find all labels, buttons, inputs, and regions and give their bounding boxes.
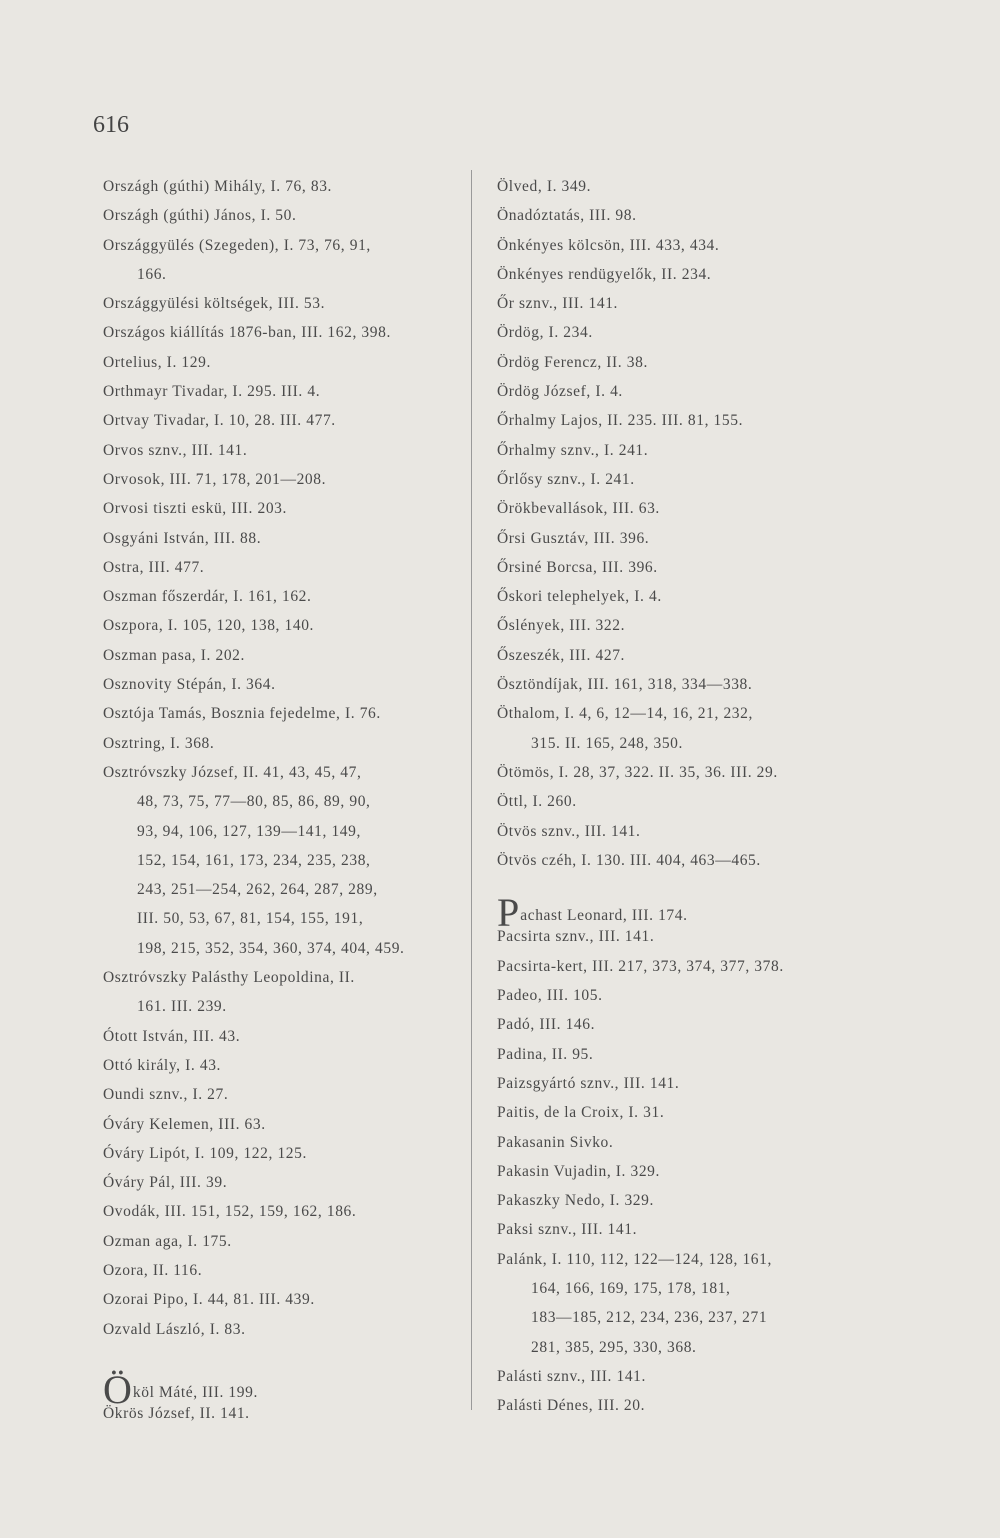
section-o-umlaut (103, 1366, 463, 1429)
index-entry: Pacsirta sznv., III. 141. (497, 928, 655, 946)
index-entry: Osztring, I. 368. (103, 734, 215, 752)
index-entry: Orvos sznv., III. 141. (103, 441, 248, 459)
index-entry: Őrhalmy sznv., I. 241. (497, 441, 649, 459)
index-entry: Padina, II. 95. (497, 1045, 594, 1063)
index-entry: Ótott István, III. 43. (103, 1027, 241, 1045)
index-entry: Őszeszék, III. 427. (497, 646, 626, 664)
index-entry: Őrlősy sznv., I. 241. (497, 470, 635, 488)
index-entry: Őrsi Gusztáv, III. 396. (497, 529, 650, 547)
index-entry: Ördög Ferencz, II. 38. (497, 353, 648, 371)
index-entry: Önkényes kölcsön, III. 433, 434. (497, 236, 720, 254)
index-entry-continuation: 243, 251—254, 262, 264, 287, 289, (137, 881, 378, 899)
index-entry: Önkényes rendügyelők, II. 234. (497, 265, 712, 283)
right-entries (497, 172, 867, 875)
index-entry: Orvosi tiszti eskü, III. 203. (103, 500, 288, 518)
index-entry: Orthmayr Tivadar, I. 295. III. 4. (103, 383, 321, 401)
index-entry: Országh (gúthi) Mihály, I. 76, 83. (103, 178, 333, 195)
index-entry: Paitis, de la Croix, I. 31. (497, 1104, 665, 1122)
index-entry-continuation: 281, 385, 295, 330, 368. (531, 1338, 697, 1356)
index-entry: Padeo, III. 105. (497, 987, 603, 1005)
index-entry: Ördög József, I. 4. (497, 383, 623, 401)
index-entry-continuation: 161. III. 239. (137, 998, 227, 1016)
left-entries (103, 172, 463, 1344)
index-entry: Öthalom, I. 4, 6, 12—14, 16, 21, 232, (497, 705, 753, 723)
index-entry: Ötvös sznv., III. 141. (497, 822, 641, 840)
index-entry: Országgyülési költségek, III. 53. (103, 295, 326, 313)
index-entry-continuation: 183—185, 212, 234, 236, 237, 271 (531, 1309, 768, 1327)
index-entry: Ölved, I. 349. (497, 178, 592, 195)
index-entry: Óváry Kelemen, III. 63. (103, 1115, 266, 1133)
index-entry: Országgyülés (Szegeden), I. 73, 76, 91, (103, 236, 371, 254)
index-entry: Országos kiállítás 1876-ban, III. 162, 398. (103, 324, 391, 342)
index-entry: Palásti sznv., III. 141. (497, 1367, 646, 1385)
index-entry: Ortelius, I. 129. (103, 353, 211, 371)
index-entry-continuation: 166. (137, 265, 167, 283)
index-entry: Oundi sznv., I. 27. (103, 1086, 229, 1104)
index-entry: Óváry Lipót, I. 109, 122, 125. (103, 1144, 307, 1162)
index-entry-continuation: 48, 73, 75, 77—80, 85, 86, 89, 90, (137, 793, 371, 811)
index-entry: Óváry Pál, III. 39. (103, 1174, 228, 1192)
index-entry: Őskori telephelyek, I. 4. (497, 588, 662, 606)
index-entry: Ösztöndíjak, III. 161, 318, 334—338. (497, 676, 753, 694)
index-entry: Paksi sznv., III. 141. (497, 1221, 638, 1239)
index-entry: Ottó király, I. 43. (103, 1056, 222, 1074)
index-entry: Pacsirta-kert, III. 217, 373, 374, 377, 378. (497, 957, 784, 975)
index-entry-continuation: 198, 215, 352, 354, 360, 374, 404, 459. (137, 939, 405, 957)
index-entry: Ötvös czéh, I. 130. III. 404, 463—465. (497, 851, 761, 869)
index-entry: Örökbevallások, III. 63. (497, 500, 660, 518)
index-entry: Öttl, I. 260. (497, 793, 577, 811)
entry-text: achast Leonard, III. 174. (520, 907, 688, 925)
index-entry: Palánk, I. 110, 112, 122—124, 128, 161, (497, 1250, 772, 1268)
index-entry-continuation: 152, 154, 161, 173, 234, 235, 238, (137, 851, 371, 869)
index-entry (103, 1366, 463, 1412)
index-entry: Őrsiné Borcsa, III. 396. (497, 558, 658, 576)
index-entry: Osztróvszky Palásthy Leopoldina, II. (103, 969, 355, 987)
section-gap (103, 1344, 463, 1370)
index-entry: Ozora, II. 116. (103, 1261, 203, 1279)
index-entry: Ostra, III. 477. (103, 558, 205, 576)
index-entry: Oszpora, I. 105, 120, 138, 140. (103, 617, 315, 635)
section-initial: Ö (103, 1366, 132, 1412)
index-entry-continuation: 93, 94, 106, 127, 139—141, 149, (137, 822, 361, 840)
section-gap (497, 875, 867, 893)
index-entry: Ökrös József, II. 141. (103, 1405, 250, 1423)
index-entry: Palásti Dénes, III. 20. (497, 1397, 646, 1415)
index-entry: Osznovity Stépán, I. 364. (103, 676, 276, 694)
index-entry: Pakaszky Nedo, I. 329. (497, 1192, 654, 1210)
index-entry: Padó, III. 146. (497, 1016, 596, 1034)
index-entry: Ozvald László, I. 83. (103, 1320, 246, 1338)
entry-text: köl Máté, III. 199. (132, 1383, 258, 1401)
index-entry: Osgyáni István, III. 88. (103, 529, 262, 547)
index-entry: Osztróvszky József, II. 41, 43, 45, 47, (103, 763, 362, 781)
index-entry: Paizsgyártó sznv., III. 141. (497, 1074, 680, 1092)
index-entry: Önadóztatás, III. 98. (497, 207, 637, 225)
index-entry-continuation: 315. II. 165, 248, 350. (531, 734, 683, 752)
index-entry-continuation: III. 50, 53, 67, 81, 154, 155, 191, (137, 910, 364, 928)
index-entry: Orvosok, III. 71, 178, 201—208. (103, 470, 327, 488)
index-entry: Ördög, I. 234. (497, 324, 593, 342)
index-entry: Országh (gúthi) János, I. 50. (103, 207, 297, 225)
index-entry: Ozman aga, I. 175. (103, 1232, 232, 1250)
index-entry: Pakasin Vujadin, I. 329. (497, 1162, 661, 1180)
page-number: 616 (93, 112, 129, 138)
index-entry: Pakasanin Sivko. (497, 1133, 614, 1151)
section-p (497, 890, 867, 1420)
column-divider (471, 170, 472, 1410)
section-initial: P (497, 890, 520, 936)
index-entry: Oszman pasa, I. 202. (103, 646, 245, 664)
index-entry: Ovodák, III. 151, 152, 159, 162, 186. (103, 1203, 357, 1221)
index-entry: Ozorai Pipo, I. 44, 81. III. 439. (103, 1291, 315, 1309)
index-entry (497, 890, 867, 936)
right-column (497, 172, 867, 1420)
index-entry: Oszman főszerdár, I. 161, 162. (103, 588, 312, 606)
index-entry: Ötömös, I. 28, 37, 322. II. 35, 36. III. 29. (497, 763, 778, 781)
index-entry: Őrhalmy Lajos, II. 235. III. 81, 155. (497, 412, 744, 430)
index-entry-continuation: 164, 166, 169, 175, 178, 181, (531, 1279, 731, 1297)
index-entry: Őr sznv., III. 141. (497, 295, 619, 313)
index-entry: Osztója Tamás, Bosznia fejedelme, I. 76. (103, 705, 381, 723)
left-column (103, 172, 463, 1428)
index-entry: Őslények, III. 322. (497, 617, 626, 635)
index-entry: Ortvay Tivadar, I. 10, 28. III. 477. (103, 412, 336, 430)
